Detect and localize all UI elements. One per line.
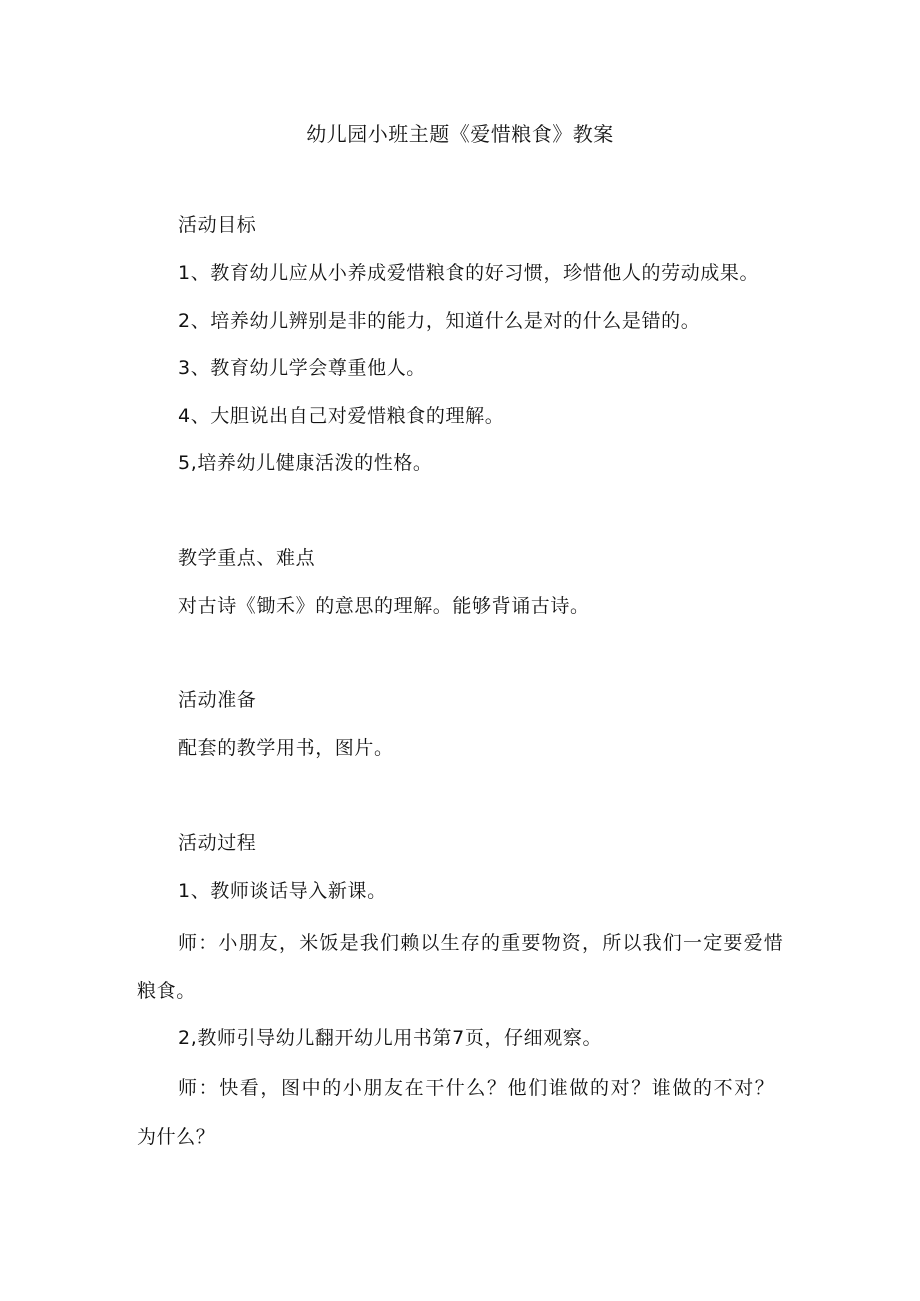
goal-number: 5, bbox=[178, 452, 198, 474]
teacher-dialogue-1-line-2: 粮食。 bbox=[137, 980, 196, 1002]
goal-item-4 bbox=[178, 404, 504, 428]
goal-text: 、教育幼儿应从小养成爱惜粮食的好习惯，珍惜他人的劳动成果。 bbox=[190, 262, 760, 284]
process-step-2 bbox=[178, 1026, 602, 1050]
goal-text: 、教育幼儿学会尊重他人。 bbox=[190, 357, 426, 379]
goal-number: 3 bbox=[178, 357, 191, 379]
goal-number: 1 bbox=[178, 262, 191, 284]
goal-item-3 bbox=[178, 356, 426, 380]
goal-number: 2 bbox=[178, 310, 191, 332]
goal-text: 培养幼儿健康活泼的性格。 bbox=[197, 452, 433, 474]
page-number: 7 bbox=[452, 1027, 465, 1049]
process-heading: 活动过程 bbox=[178, 832, 257, 854]
goal-item-2 bbox=[178, 309, 700, 333]
teacher-dialogue-1-line-1: 师：小朋友，米饭是我们赖以生存的重要物资，所以我们一定要爱惜 bbox=[178, 932, 785, 954]
document-title: 幼儿园小班主题《爱惜粮食》教案 bbox=[306, 122, 614, 146]
step-number: 1 bbox=[178, 880, 191, 902]
step-text: 教师引导幼儿翻开幼儿用书第 bbox=[197, 1027, 453, 1049]
step-text-after: 页，仔细观察。 bbox=[464, 1027, 603, 1049]
step-text: 、教师谈话导入新课。 bbox=[190, 880, 387, 902]
preparation-text: 配套的教学用书，图片。 bbox=[178, 737, 394, 759]
preparation-heading: 活动准备 bbox=[178, 689, 257, 711]
teacher-dialogue-2-line-1: 师：快看，图中的小朋友在干什么？他们谁做的对？谁做的不对？ bbox=[178, 1077, 776, 1099]
goal-item-1 bbox=[178, 261, 759, 285]
key-points-text: 对古诗《锄禾》的意思的理解。能够背诵古诗。 bbox=[178, 595, 590, 617]
goal-number: 4 bbox=[178, 405, 191, 427]
process-step-1 bbox=[178, 879, 387, 903]
goal-text: 、培养幼儿辨别是非的能力，知道什么是对的什么是错的。 bbox=[190, 310, 701, 332]
teacher-dialogue-2-line-2: 为什么？ bbox=[137, 1126, 216, 1148]
goal-text: 、大胆说出自己对爱惜粮食的理解。 bbox=[190, 405, 505, 427]
goals-heading: 活动目标 bbox=[178, 214, 257, 236]
step-number: 2, bbox=[178, 1027, 198, 1049]
goal-item-5 bbox=[178, 451, 433, 475]
key-points-heading: 教学重点、难点 bbox=[178, 547, 316, 569]
